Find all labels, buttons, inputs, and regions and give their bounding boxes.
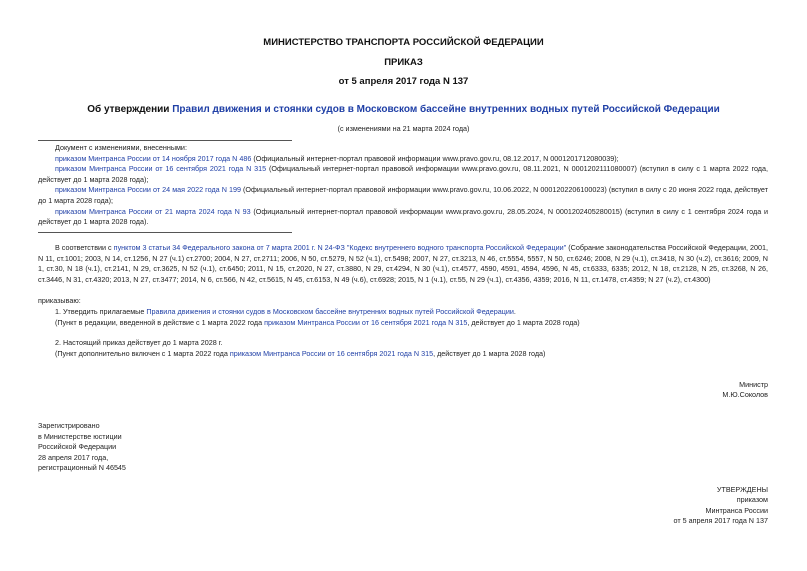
registration-block: Зарегистрировано в Министерстве юстиции Российской Федерации 28 апреля 2017 года, регистрационный N 46545 (38, 421, 126, 472)
bottom-divider (38, 232, 292, 233)
doc-date-number: от 5 апреля 2017 года N 137 (338, 76, 469, 87)
signer-name: М.Ю.Соколов (722, 390, 768, 400)
approved-block: УТВЕРЖДЕНЫ приказом Минтранса России от 5 апреля 2017 года N 137 (673, 485, 768, 526)
rules-title-link[interactable]: Правил движения и стоянки судов в Московском бассейне внутренних водных путей Российской Федерации (172, 104, 720, 115)
change-item: приказом Минтранса России от 16 сентября 2021 года N 315 (Официальный интернет-портал правовой информации www.pravo.gov.ru, 08.11.2021, N 0001202111080007) (вступил в силу с 1 марта 2022 года, действует до 1 марта 2028 года); (38, 164, 768, 184)
changes-block (38, 143, 768, 228)
signer-position: Министр (739, 380, 768, 389)
signature-block (722, 380, 768, 401)
change-link-315[interactable]: приказом Минтранса России от 16 сентября 2021 года N 315 (55, 164, 267, 174)
point-2-note: (Пункт дополнительно включен с 1 марта 2022 года приказом Минтранса России от 16 сентября 2021 года N 315, действует до 1 марта 2028 года) (55, 349, 546, 358)
change-link-93[interactable]: приказом Минтранса России от 21 марта 2024 года N 93 (55, 206, 251, 216)
ministry-heading: МИНИСТЕРСТВО ТРАНСПОРТА РОССИЙСКОЙ ФЕДЕРАЦИИ (263, 37, 544, 48)
change-item: приказом Минтранса России от 14 ноября 2017 года N 486 (Официальный интернет-портал правовой информации www.pravo.gov.ru, 08.12.2017, N 0001201712080039); (55, 153, 619, 163)
change-item: приказом Минтранса России от 24 мая 2022 года N 199 (Официальный интернет-портал правовой информации www.pravo.gov.ru, 10.06.2022, N 0001202206100023) (вступил в силу с 20 июня 2022 года, действует до 1 марта 2028 года); (38, 185, 768, 205)
point-2: 2. Настоящий приказ действует до 1 марта 2028 г. (55, 338, 223, 347)
title-prefix: Об утверждении (87, 104, 173, 115)
point-1-note-link[interactable]: приказом Минтранса России от 16 сентября 2021 года N 315 (264, 318, 468, 327)
top-divider (38, 140, 292, 141)
amendment-note: (с изменениями на 21 марта 2024 года) (337, 124, 470, 133)
rules-link[interactable]: Правила движения и стоянки судов в Московском бассейне внутренних водных путей Российской Федерации (146, 307, 514, 316)
legal-basis-paragraph: В соответствии с пунктом 3 статьи 34 Федерального закона от 7 марта 2001 г. N 24-ФЗ "Кодекс внутреннего водного транспорта Российской Федерации" (Собрание законодательства Российской Федерации, 2001, N 11, ст.1001; 2003, N 14, ст.1256, N 27 (ч.1) ст.2700; 2004, N 27, ст.2711; 2006, N 50, ст.5279, N 52 (ч.1), ст.5498; 2007, N 27, ст.3213, N 46, ст.5554, 5557, N 50, ст.6246; 2008, N 29 (ч.1), ст.3418, N 30 (ч.2), ст.3616; 2009, N 1, ст.30, N 18 (ч.1), ст.2141, N 29, ст.3625, N 52 (ч.1), ст.6450; 2011, N 15, ст.2020, N 27, ст.3880, N 29, ст.4294, N 30 (ч.1), ст.4577, 4590, 4591, 4594, 4596, N 45, ст.6333, 6335; 2012, N 18, ст.2128, N 25, ст.3268, N 26, ст.3446, N 31, ст.4320; 2013, N 27, ст.3477; 2014, N 6, ст.566, N 42, ст.5615, N 45, ст.6153, N 49 (ч.6), ст.6928; 2015, N 1 (ч.1), ст.55, N 29 (ч.1), ст.4356, 4359; 2016, N 11, ст.1478, ст.4359; N 27 (ч.2), ст.4300) (38, 243, 769, 284)
document-title (0, 104, 807, 115)
change-link-486[interactable]: приказом Минтранса России от 14 ноября 2017 года N 486 (55, 153, 252, 163)
doc-type-heading: ПРИКАЗ (384, 57, 423, 68)
point-1: 1. Утвердить прилагаемые Правила движения и стоянки судов в Московском бассейне внутренних водных путей Российской Федерации. (55, 307, 516, 316)
order-word: приказываю: (38, 296, 81, 305)
change-link-199[interactable]: приказом Минтранса России от 24 мая 2022 года N 199 (55, 185, 241, 195)
point-2-note-link[interactable]: приказом Минтранса России от 16 сентября 2021 года N 315 (229, 349, 434, 358)
federal-law-link[interactable]: пунктом 3 статьи 34 Федерального закона от 7 марта 2001 г. N 24-ФЗ "Кодекс внутреннего водного транспорта Российской Федерации" (113, 243, 567, 252)
change-item: приказом Минтранса России от 21 марта 2024 года N 93 (Официальный интернет-портал правовой информации www.pravo.gov.ru, 28.05.2024, N 0001202405280015) (вступил в силу с 1 сентября 2024 года и действует до 1 марта 2028 года). (38, 206, 768, 227)
point-1-note: (Пункт в редакции, введенной в действие с 1 марта 2022 года приказом Минтранса России от 16 сентября 2021 года N 315, действует до 1 марта 2028 года) (55, 318, 580, 327)
changes-intro: Документ с изменениями, внесенными: (55, 143, 187, 152)
